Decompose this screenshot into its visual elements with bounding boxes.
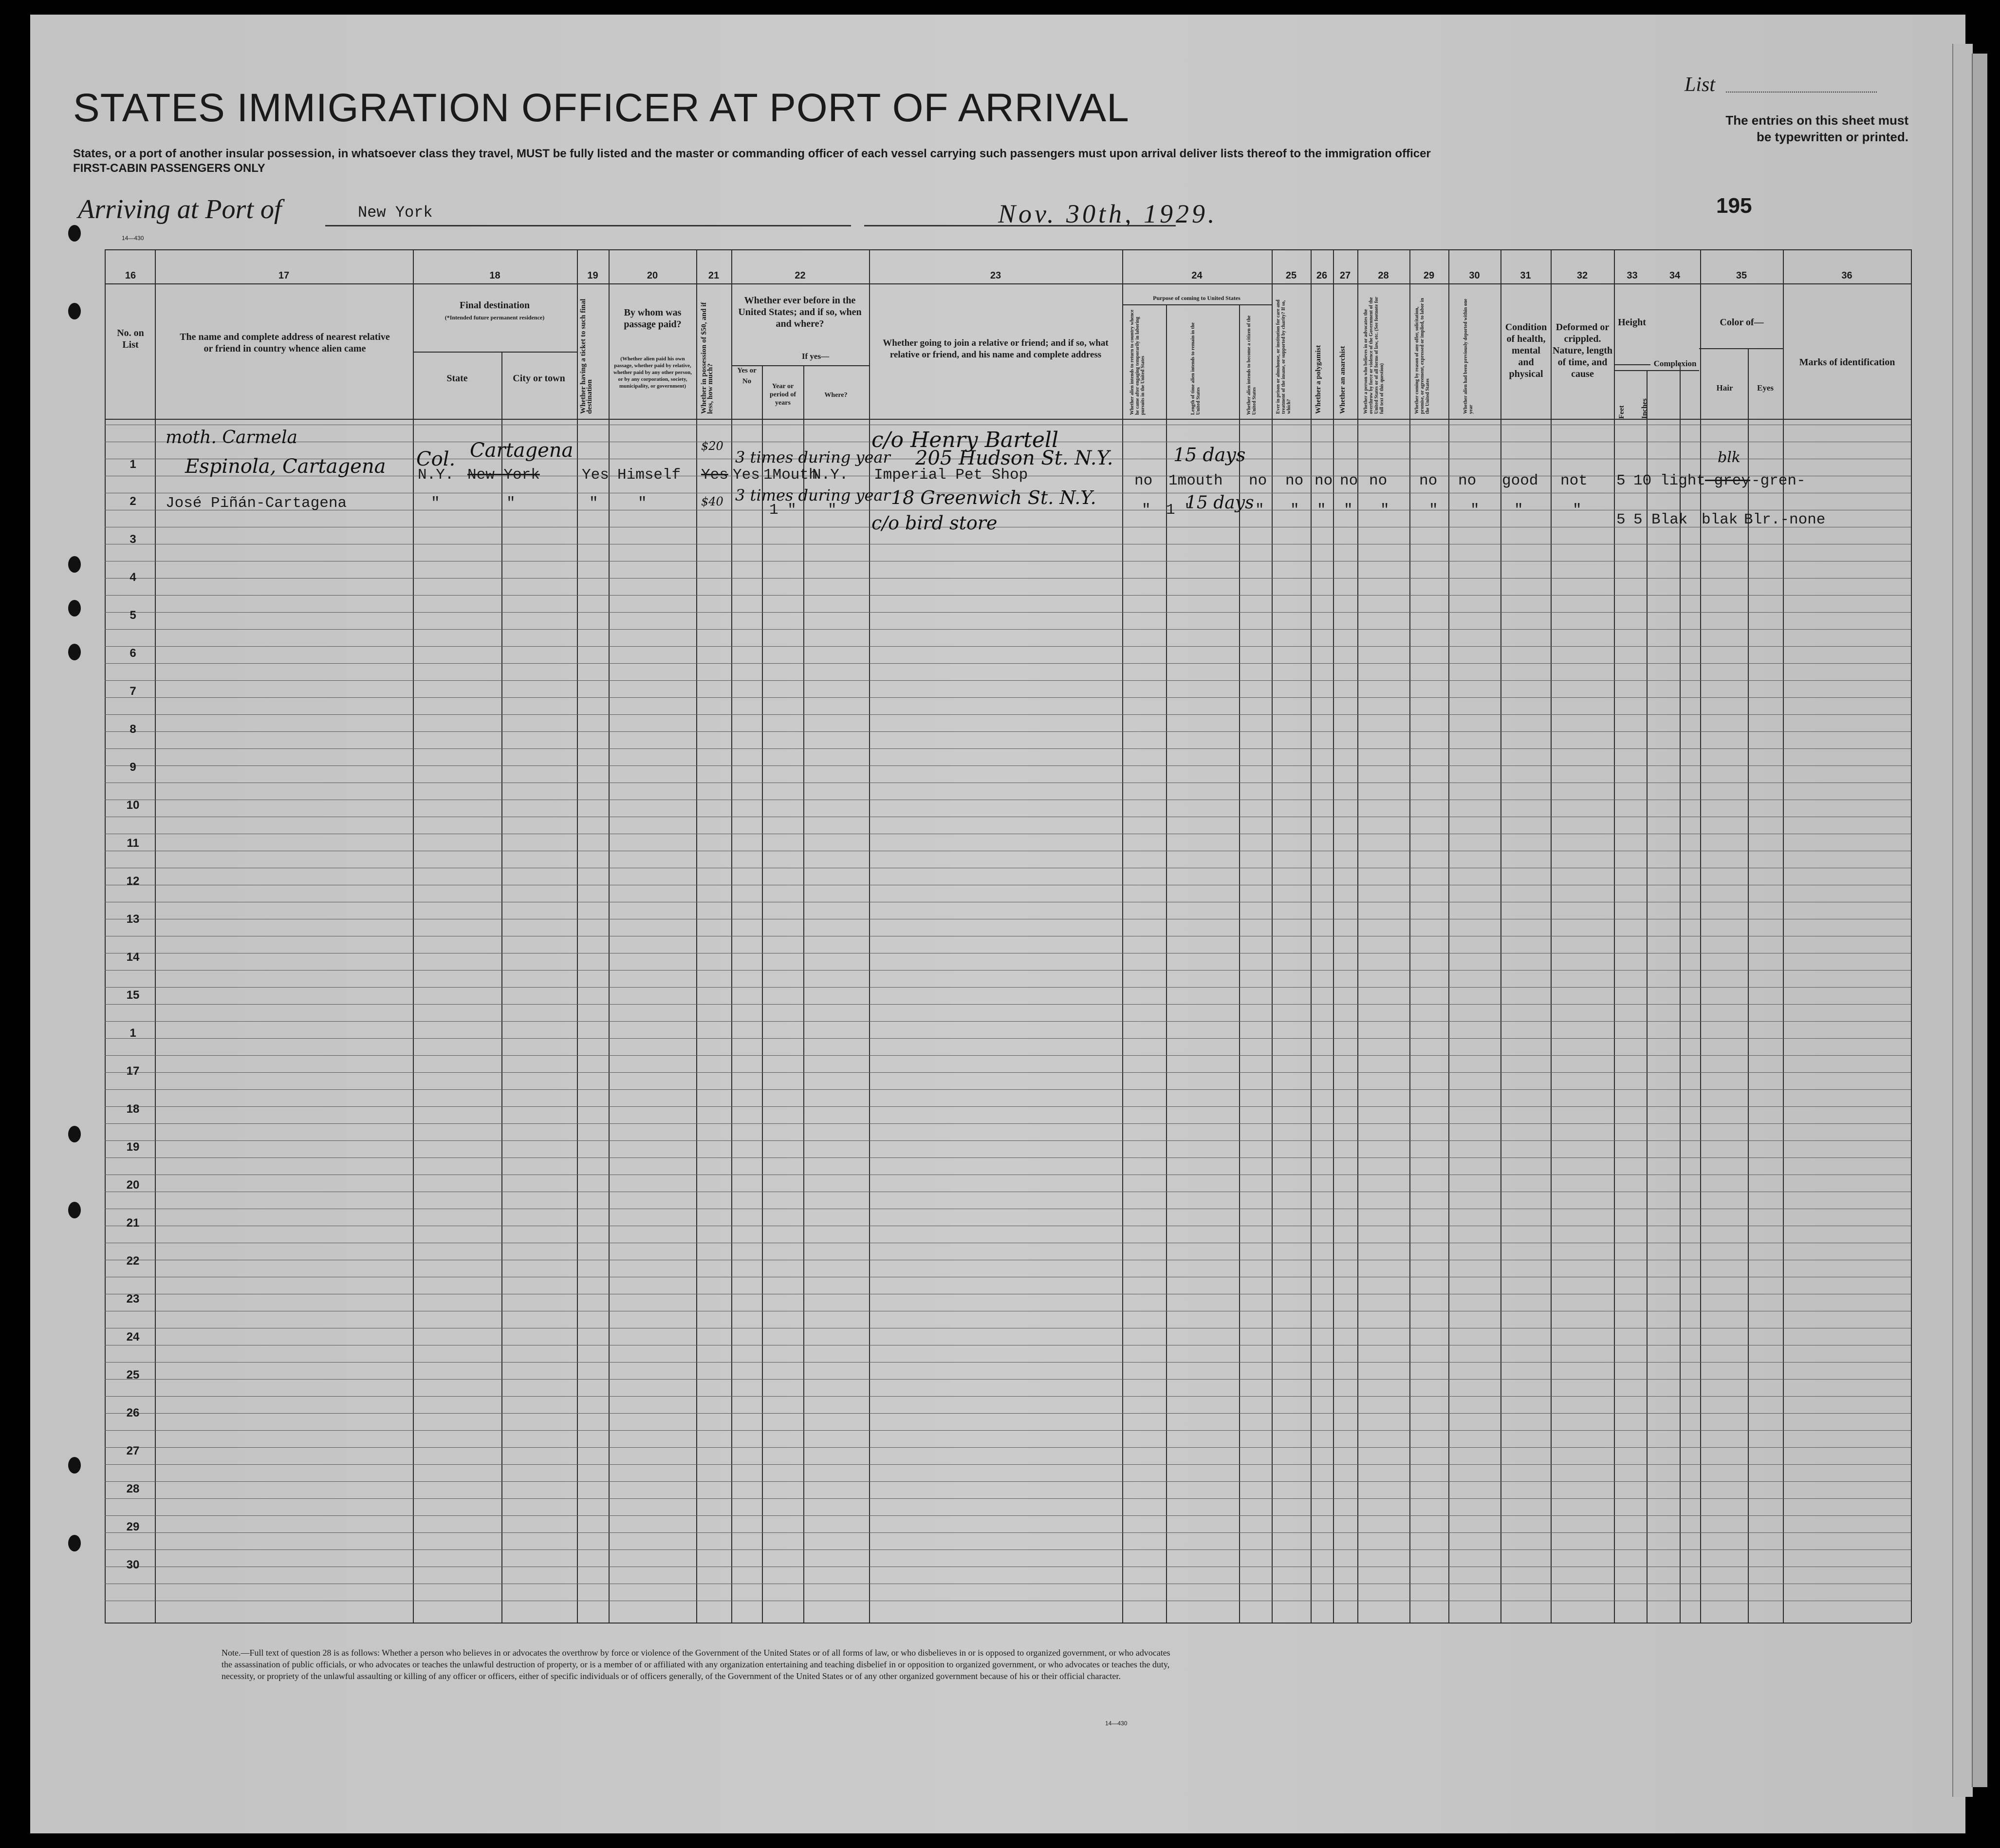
- answer-28-ditto: ": [1380, 502, 1389, 519]
- deformed-ditto: ": [1573, 502, 1582, 519]
- header-height: Height: [1618, 317, 1646, 328]
- row-number: 9: [130, 761, 136, 774]
- header-polygamist: Whether a polygamist: [1315, 345, 1322, 414]
- sheet-number: 195: [1716, 194, 1752, 218]
- punch-hole: [68, 1457, 81, 1474]
- row-number: 21: [126, 1216, 140, 1230]
- list-label: List: [1685, 74, 1716, 96]
- header-complexion: Complexion: [1653, 359, 1697, 368]
- punch-hole: [68, 1126, 81, 1142]
- list-number-field: [1726, 92, 1877, 93]
- purpose-length-handwritten: 15 days: [1185, 493, 1254, 513]
- page-edge: [1972, 54, 1987, 1787]
- money-handwritten: $40: [701, 495, 723, 508]
- answer-26-ditto: ": [1317, 502, 1326, 519]
- punch-hole: [68, 556, 81, 573]
- header-hair: Hair: [1716, 383, 1733, 392]
- column-number: 24: [1191, 270, 1203, 281]
- answer-25-ditto: ": [1290, 502, 1299, 519]
- header-deported: Whether alien had been previously deported within one year: [1463, 299, 1474, 414]
- height-feet: 5: [1616, 511, 1626, 528]
- port-value: New York: [358, 204, 433, 222]
- header-state: State: [446, 373, 468, 384]
- purpose-length-handwritten: 15 days: [1173, 444, 1246, 466]
- arriving-label: Arriving at Port of: [78, 194, 282, 224]
- header-prison: Ever in prison or almshouse, or institution for care and treatment of the insane, or supported by charity? If so, which?: [1276, 299, 1292, 414]
- height-inches: 5: [1633, 511, 1643, 528]
- row-number: 3: [130, 533, 136, 546]
- column-number: 28: [1378, 270, 1389, 281]
- state-handwritten: Col.: [416, 448, 456, 470]
- hair-value: blak: [1702, 511, 1738, 528]
- row-number: 2: [130, 495, 136, 508]
- column-number: 33: [1627, 270, 1638, 281]
- row-number: 17: [126, 1064, 140, 1078]
- row-number: 20: [126, 1178, 140, 1192]
- purpose-citizen-ditto: ": [1255, 502, 1264, 519]
- header-purpose: Purpose of coming to United States: [1153, 295, 1241, 301]
- identification-marks: none: [1789, 511, 1826, 528]
- hair-value: -grey: [1705, 472, 1751, 489]
- row-number: 1: [130, 1027, 136, 1040]
- row-number: 5: [130, 609, 136, 622]
- column-number: 17: [278, 270, 290, 281]
- answer-28: no: [1369, 472, 1388, 489]
- row-number: 7: [130, 685, 136, 698]
- answer-25: no: [1285, 472, 1304, 489]
- header-if-yes: If yes—: [801, 352, 830, 361]
- purpose-return-ditto: ": [1142, 502, 1151, 519]
- passenger-name: José Piñán-Cartagena: [166, 495, 347, 512]
- column-number: 29: [1423, 270, 1435, 281]
- punch-hole: [68, 1535, 81, 1551]
- header-final-destination-sub: (*Intended future permanent residence): [444, 314, 545, 321]
- entries-note: [1626, 112, 1908, 145]
- header-join-relative: Whether going to join a relative or friend; and if so, what relative or friend, and his name and complete address: [883, 338, 1109, 360]
- row-number: 10: [126, 799, 140, 812]
- join-handwritten: c/o Henry Bartell: [871, 428, 1059, 452]
- paid-by-ditto: ": [638, 495, 647, 512]
- row-number: 4: [130, 571, 136, 584]
- join-handwritten-address: c/o bird store: [871, 512, 998, 534]
- purpose-length: 1 ": [1166, 502, 1193, 519]
- city-handwritten: Cartagena: [470, 439, 574, 462]
- page-edge: [1952, 44, 1973, 1797]
- header-ever-before: Whether ever before in the United States; and if so, when and where?: [738, 295, 862, 329]
- health-ditto: ": [1514, 502, 1523, 519]
- row-number: 24: [126, 1330, 140, 1344]
- manifest-sheet: [30, 15, 1965, 1833]
- row-number: 12: [126, 875, 140, 888]
- entries-note-line: be typewritten or printed.: [1756, 130, 1908, 144]
- column-number: 20: [647, 270, 658, 281]
- paid-by-value: Himself: [617, 467, 681, 484]
- column-number: 22: [795, 270, 806, 281]
- join-handwritten-address: 205 Hudson St. N.Y.: [915, 447, 1113, 469]
- ticket-value: Yes: [582, 467, 609, 484]
- header-passage-paid: By whom was passage paid?: [624, 307, 682, 330]
- column-number: 23: [990, 270, 1001, 281]
- punch-hole: [68, 644, 81, 660]
- header-eyes: Eyes: [1757, 383, 1774, 392]
- row-number: 27: [126, 1444, 140, 1457]
- class-line: FIRST-CABIN PASSENGERS ONLY: [73, 162, 265, 175]
- punch-hole: [68, 600, 81, 616]
- before-yes-no: Yes: [733, 467, 760, 484]
- before-period: 1 ": [769, 502, 796, 519]
- row-number: 25: [126, 1368, 140, 1381]
- arrival-date: Nov. 30th, 1929.: [998, 199, 1218, 228]
- header-period: Year or period of years: [769, 383, 796, 407]
- column-number: 18: [489, 270, 500, 281]
- header-city: City or town: [513, 373, 565, 384]
- entries-note-line: The entries on this sheet must: [1725, 113, 1908, 128]
- column-number: 32: [1576, 270, 1588, 281]
- complexion-value: Blak: [1651, 511, 1688, 528]
- header-deformed: Deformed or crippled. Nature, length of time, and cause: [1553, 322, 1612, 379]
- header-relative-address: The name and complete address of nearest relative or friend in country whence alien came: [180, 332, 390, 354]
- row-number: 13: [126, 913, 140, 926]
- header-anarchist: Whether an anarchist: [1339, 346, 1347, 414]
- health-value: good: [1502, 472, 1538, 489]
- header-inches: Inches: [1641, 398, 1648, 419]
- before-where: N.Y.: [812, 467, 849, 484]
- header-ticket: Whether having a ticket to such final destination: [579, 299, 593, 414]
- before-period: 1Mouth: [763, 467, 818, 484]
- column-number: 16: [125, 270, 136, 281]
- header-health: Condition of health, mental and physical: [1505, 322, 1547, 379]
- header-final-destination: Final destination: [460, 300, 530, 311]
- relative-handwritten: moth. Carmela: [166, 428, 297, 448]
- port-field: [325, 225, 851, 226]
- column-number: 26: [1316, 270, 1328, 281]
- before-handwritten: 3 times during year: [735, 486, 890, 504]
- eyes-value: Blr.-: [1744, 511, 1790, 528]
- money-typed: Yes: [701, 467, 728, 484]
- punch-hole: [68, 1202, 81, 1218]
- answer-30-ditto: ": [1470, 502, 1480, 519]
- money-handwritten: $20: [701, 439, 723, 453]
- footnote: Note.—Full text of question 28 is as follows: Whether a person who believes in or advocates the overthrow by force or violence of the Government of the United States or of all forms of law, or who disbelieves in or is opposed to organized government, or who advocates the assassination of public officials, or who advocates or teaches the unlawful destruction of property, or is a member of or affiliated with any organization entertaining and teaching disbelief in or opposition to organized government, or who advocates or teaches the duty, necessity, or propriety of the unlawful assaulting or killing of any officer or officers, either of specific individuals or of officers generally, of the Government of the United States or of any other organized government because of his or their official character.: [222, 1648, 1170, 1681]
- form-code: 14—430: [122, 235, 144, 242]
- row-number: 29: [126, 1520, 140, 1533]
- city-ditto: ": [506, 495, 516, 512]
- relative-handwritten: Espinola, Cartagena: [185, 455, 386, 478]
- ticket-ditto: ": [589, 495, 598, 512]
- row-number: 30: [126, 1558, 140, 1571]
- header-purpose-b: Length of time alien intends to remain in the United States: [1190, 322, 1201, 415]
- row-number: 11: [127, 837, 139, 850]
- height-feet: 5: [1616, 472, 1626, 489]
- header-no-on-list: No. on List: [117, 328, 144, 350]
- header-purpose-c: Whether alien intends to become a citizen of the United States: [1246, 315, 1257, 415]
- row-number: 8: [130, 723, 136, 736]
- header-marks: Marks of identification: [1799, 357, 1895, 368]
- header-passage-paid-sub: (Whether alien paid his own passage, whether paid by relative, whether paid by any other person, or by any corporation, society, municipality, or government): [613, 356, 692, 389]
- column-number: 34: [1669, 270, 1681, 281]
- complexion-value: light: [1660, 472, 1706, 489]
- join-handwritten: 18 Greenwich St. N.Y.: [891, 487, 1096, 508]
- column-number: 31: [1520, 270, 1531, 281]
- row-number: 23: [126, 1292, 140, 1306]
- row-number: 22: [126, 1254, 140, 1268]
- height-inches: 10: [1633, 472, 1652, 489]
- state-ditto: ": [431, 495, 440, 512]
- row-number: 28: [126, 1482, 140, 1495]
- header-feet: Feet: [1618, 405, 1626, 419]
- punch-hole: [68, 303, 81, 319]
- before-where: ": [828, 502, 837, 519]
- answer-29: no: [1419, 472, 1438, 489]
- answer-27: no: [1340, 472, 1358, 489]
- row-number: 18: [126, 1102, 140, 1116]
- answer-27-ditto: ": [1344, 502, 1353, 519]
- punch-hole: [68, 225, 81, 242]
- header-yes-no: Yes or No: [737, 367, 757, 385]
- column-number: 21: [708, 270, 720, 281]
- before-handwritten: 3 times during year: [735, 448, 890, 467]
- header-q28: Whether a person who believes in or advocates the overthrow by force or violence of the Government of the United States or of all forms of law, etc. (See footnote for full text of this question): [1363, 297, 1385, 414]
- subtitle: States, or a port of another insular possession, in whatsoever class they travel, MUST be fully listed and the master or commanding officer of each vessel carrying such passengers must upon arrival deliver lists thereof to the immigration officer: [73, 147, 1431, 160]
- join-typed: Imperial Pet Shop: [874, 467, 1028, 484]
- column-number: 35: [1736, 270, 1747, 281]
- row-number: 1: [130, 458, 136, 471]
- state-typed: N.Y.: [418, 467, 454, 484]
- row-number: 14: [126, 951, 140, 964]
- row-number: 6: [130, 647, 136, 660]
- header-labor-offer: Whether coming by reason of any offer, solicitation, promise, or agreement, expressed or implied, to labor in the United States: [1414, 298, 1430, 414]
- column-number: 30: [1469, 270, 1480, 281]
- eyes-value: -gren-: [1751, 472, 1806, 489]
- purpose-return: no: [1134, 472, 1153, 489]
- header-purpose-a: Whether alien intends to return to country whence he came after engaging temporarily in laboring pursuits in the United States: [1130, 309, 1146, 415]
- header-money: Whether in possession of $50, and if less, how much?: [700, 302, 714, 414]
- hair-handwritten: blk: [1718, 449, 1741, 466]
- purpose-citizen: no: [1249, 472, 1267, 489]
- date-field: [864, 225, 1176, 226]
- answer-26: no: [1315, 472, 1333, 489]
- city-typed: New York: [467, 467, 540, 484]
- column-number: 27: [1339, 270, 1351, 281]
- column-number: 19: [587, 270, 598, 281]
- purpose-length: 1mouth: [1168, 472, 1223, 489]
- header-where: Where?: [824, 392, 848, 399]
- column-number: 25: [1285, 270, 1297, 281]
- footer-code: 14—430: [1105, 1720, 1128, 1727]
- answer-30: no: [1458, 472, 1477, 489]
- row-number: 19: [126, 1140, 140, 1154]
- header-color-of: Color of—: [1720, 317, 1764, 328]
- column-number: 36: [1841, 270, 1852, 281]
- row-number: 26: [126, 1406, 140, 1419]
- row-number: 15: [126, 989, 140, 1002]
- deformed-value: not: [1560, 472, 1588, 489]
- answer-29-ditto: ": [1429, 502, 1438, 519]
- page-title: STATES IMMIGRATION OFFICER AT PORT OF ARRIVAL: [73, 86, 1130, 130]
